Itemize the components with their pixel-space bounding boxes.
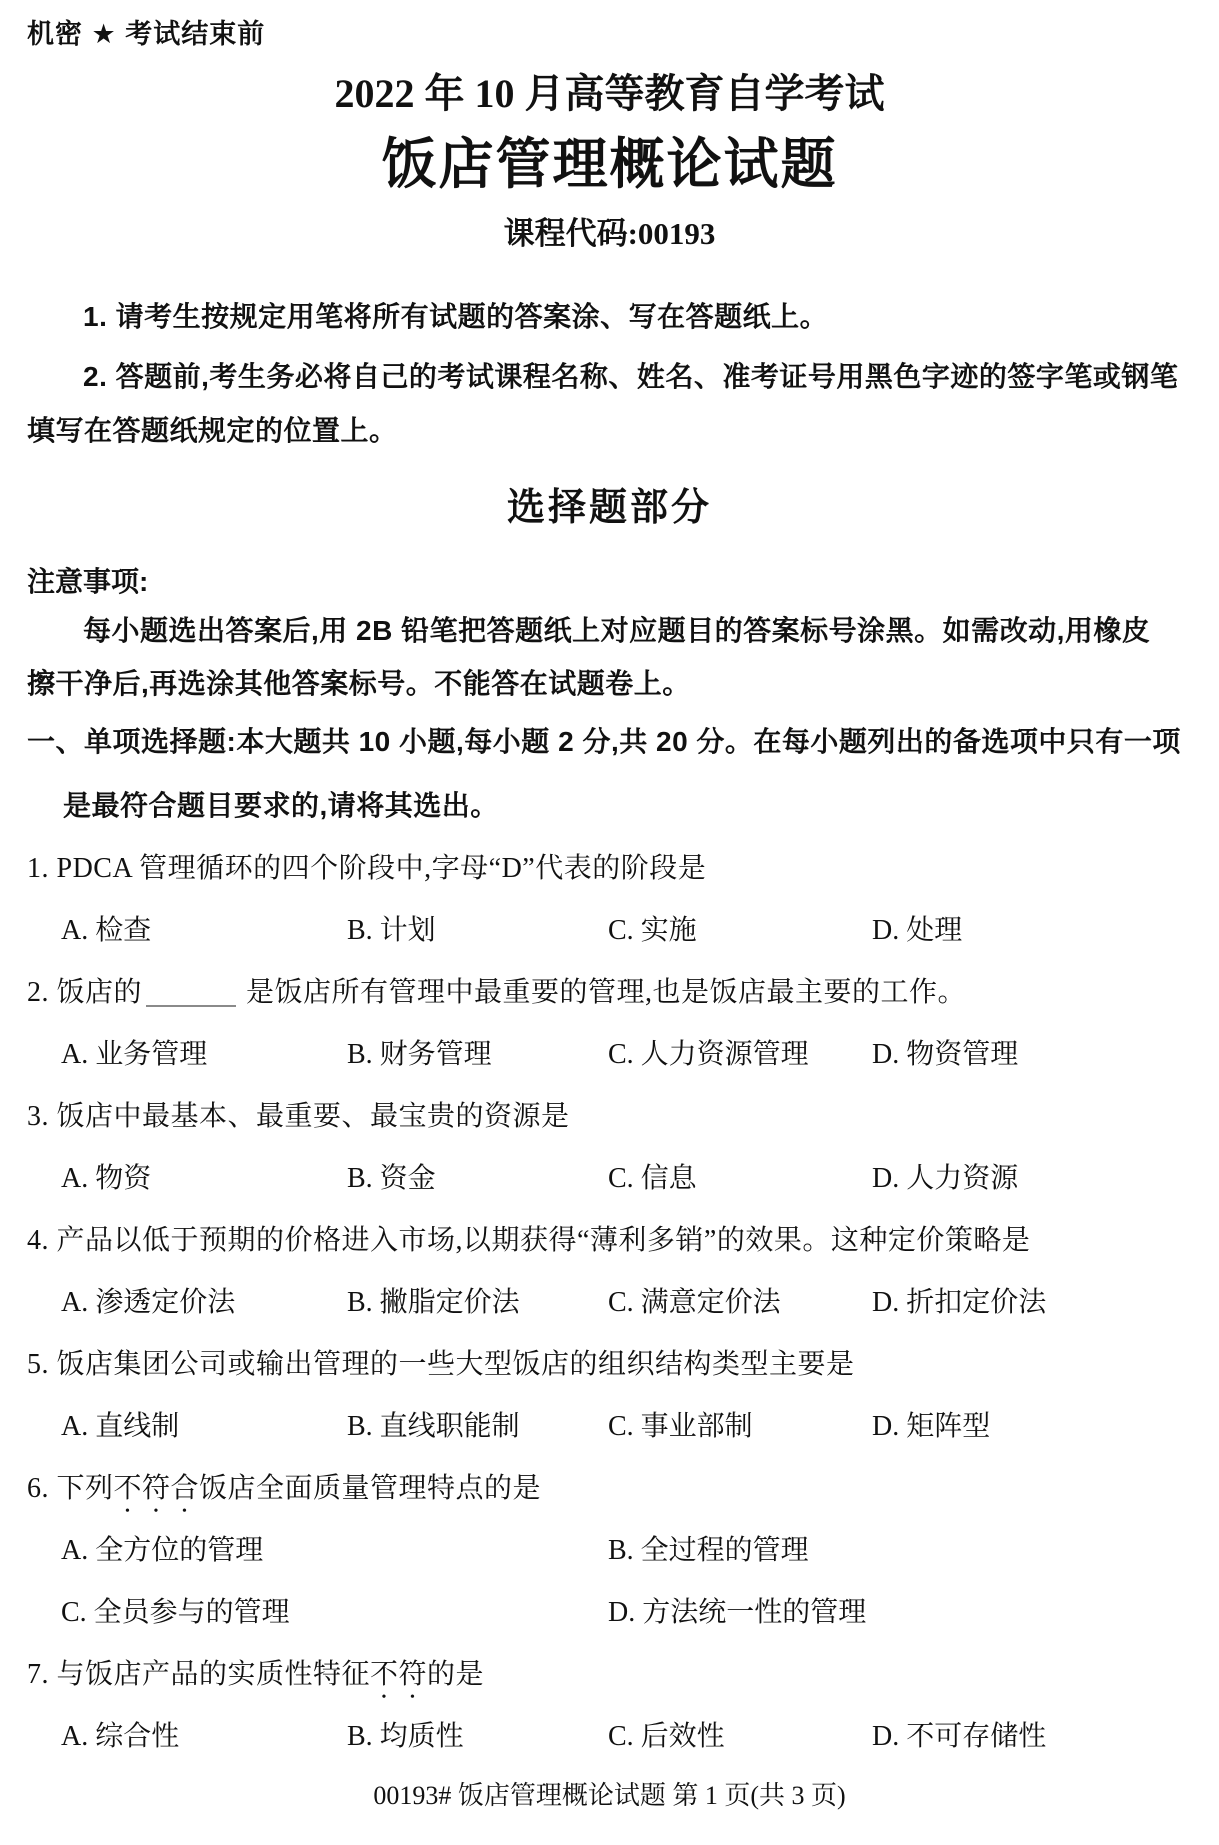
fill-in-blank-line [146, 971, 236, 1007]
section-title: 选择题部分 [506, 487, 712, 529]
question-7-emphasized-text: 不符 [370, 1659, 428, 1690]
question-6-stem [27, 1458, 1192, 1520]
question-7-option-c: C. 后效性 [608, 1721, 725, 1752]
question-3-option-b: B. 资金 [347, 1163, 436, 1194]
question-3-text: 3. 饭店中最基本、最重要、最宝贵的资源是 [27, 1101, 570, 1132]
question-7-option-b: B. 均质性 [347, 1721, 464, 1752]
instruction-item-2-line-1: 2. 答题前,考生务必将自己的考试课程名称、姓名、准考证号用黑色字迹的签字笔或钢笔 [83, 361, 1179, 392]
question-list [27, 838, 1192, 1768]
notes-line-2: 擦干净后,再选涂其他答案标号。不能答在试题卷上。 [27, 668, 691, 699]
question-4-option-a: A. 渗透定价法 [61, 1287, 236, 1318]
page-footer: 00193# 饭店管理概论试题 第 1 页(共 3 页) [373, 1781, 846, 1810]
question-3-options [27, 1148, 1192, 1210]
question-4-option-d: D. 折扣定价法 [872, 1287, 1047, 1318]
question-3-option-d: D. 人力资源 [872, 1163, 1019, 1194]
course-code: 课程代码:00193 [503, 216, 716, 251]
question-1-options [27, 900, 1192, 962]
question-7-stem [27, 1644, 1192, 1706]
instruction-item-1: 1. 请考生按规定用笔将所有试题的答案涂、写在答题纸上。 [83, 301, 829, 332]
question-6-emphasized-text: 不符合 [113, 1473, 200, 1504]
question-1-option-b: B. 计划 [347, 915, 436, 946]
part-one-heading-line-2: 是最符合题目要求的,请将其选出。 [63, 790, 499, 821]
question-2-option-a: A. 业务管理 [61, 1039, 208, 1070]
question-3-option-c: C. 信息 [608, 1163, 697, 1194]
question-7-option-a: A. 综合性 [61, 1721, 180, 1752]
question-1-stem [27, 838, 1192, 900]
question-7-text-before-emphasis: 7. 与饭店产品的实质性特征 [27, 1659, 371, 1690]
instruction-item-2 [27, 350, 1192, 458]
question-5-option-d: D. 矩阵型 [872, 1411, 991, 1442]
question-2-text-after-blank: 是饭店所有管理中最重要的管理,也是饭店最主要的工作。 [246, 977, 967, 1008]
question-4-option-c: C. 满意定价法 [608, 1287, 781, 1318]
question-5-text: 5. 饭店集团公司或输出管理的一些大型饭店的组织结构类型主要是 [27, 1349, 855, 1380]
question-1-text: 1. PDCA 管理循环的四个阶段中,字母“D”代表的阶段是 [27, 853, 707, 884]
question-2-option-c: C. 人力资源管理 [608, 1039, 809, 1070]
question-1-option-c: C. 实施 [608, 915, 697, 946]
question-7-option-d: D. 不可存储性 [872, 1721, 1047, 1752]
question-1-option-d: D. 处理 [872, 915, 963, 946]
question-2-stem [27, 962, 1192, 1024]
question-6-option-a: A. 全方位的管理 [61, 1535, 264, 1566]
question-4-stem [27, 1210, 1192, 1272]
question-3-option-a: A. 物资 [61, 1163, 152, 1194]
instruction-item-2-line-2: 填写在答题纸规定的位置上。 [27, 415, 398, 446]
exam-session-title: 2022 年 10 月高等教育自学考试 [334, 71, 885, 116]
question-6-option-d: D. 方法统一性的管理 [608, 1597, 867, 1628]
question-6-text-after-emphasis: 饭店全面质量管理特点的是 [199, 1473, 542, 1504]
question-4-text: 4. 产品以低于预期的价格进入市场,以期获得“薄利多销”的效果。这种定价策略是 [27, 1225, 1031, 1256]
question-5-stem [27, 1334, 1192, 1396]
question-2-options [27, 1024, 1192, 1086]
question-2-option-d: D. 物资管理 [872, 1039, 1019, 1070]
question-5-option-c: C. 事业部制 [608, 1411, 753, 1442]
notes-label: 注意事项: [27, 566, 149, 597]
question-2-option-b: B. 财务管理 [347, 1039, 492, 1070]
question-1-option-a: A. 检查 [61, 915, 152, 946]
question-5-option-a: A. 直线制 [61, 1411, 180, 1442]
question-6-options-row-1 [27, 1520, 1192, 1582]
notes-line-1: 每小题选出答案后,用 2B 铅笔把答题纸上对应题目的答案标号涂黑。如需改动,用橡皮 [83, 615, 1151, 646]
notes-paragraph [27, 604, 1192, 710]
question-4-option-b: B. 撇脂定价法 [347, 1287, 520, 1318]
question-4-options [27, 1272, 1192, 1334]
confidential-banner: 机密 ★ 考试结束前 [27, 19, 266, 49]
question-6-option-b: B. 全过程的管理 [608, 1535, 809, 1566]
question-6-option-c: C. 全员参与的管理 [61, 1597, 290, 1628]
question-5-options [27, 1396, 1192, 1458]
question-6-options-row-2 [27, 1582, 1192, 1644]
question-2-text-before-blank: 2. 饭店的 [27, 977, 143, 1008]
part-one-heading [27, 710, 1192, 838]
question-6-text-before-emphasis: 6. 下列 [27, 1473, 114, 1504]
part-one-heading-line-1: 一、单项选择题:本大题共 10 小题,每小题 2 分,共 20 分。在每小题列出的备选项中只有一项 [27, 726, 1181, 757]
question-5-option-b: B. 直线职能制 [347, 1411, 520, 1442]
exam-subject-title: 饭店管理概论试题 [381, 134, 838, 195]
question-7-text-after-emphasis: 的是 [427, 1659, 485, 1690]
question-7-options [27, 1706, 1192, 1768]
question-3-stem [27, 1086, 1192, 1148]
